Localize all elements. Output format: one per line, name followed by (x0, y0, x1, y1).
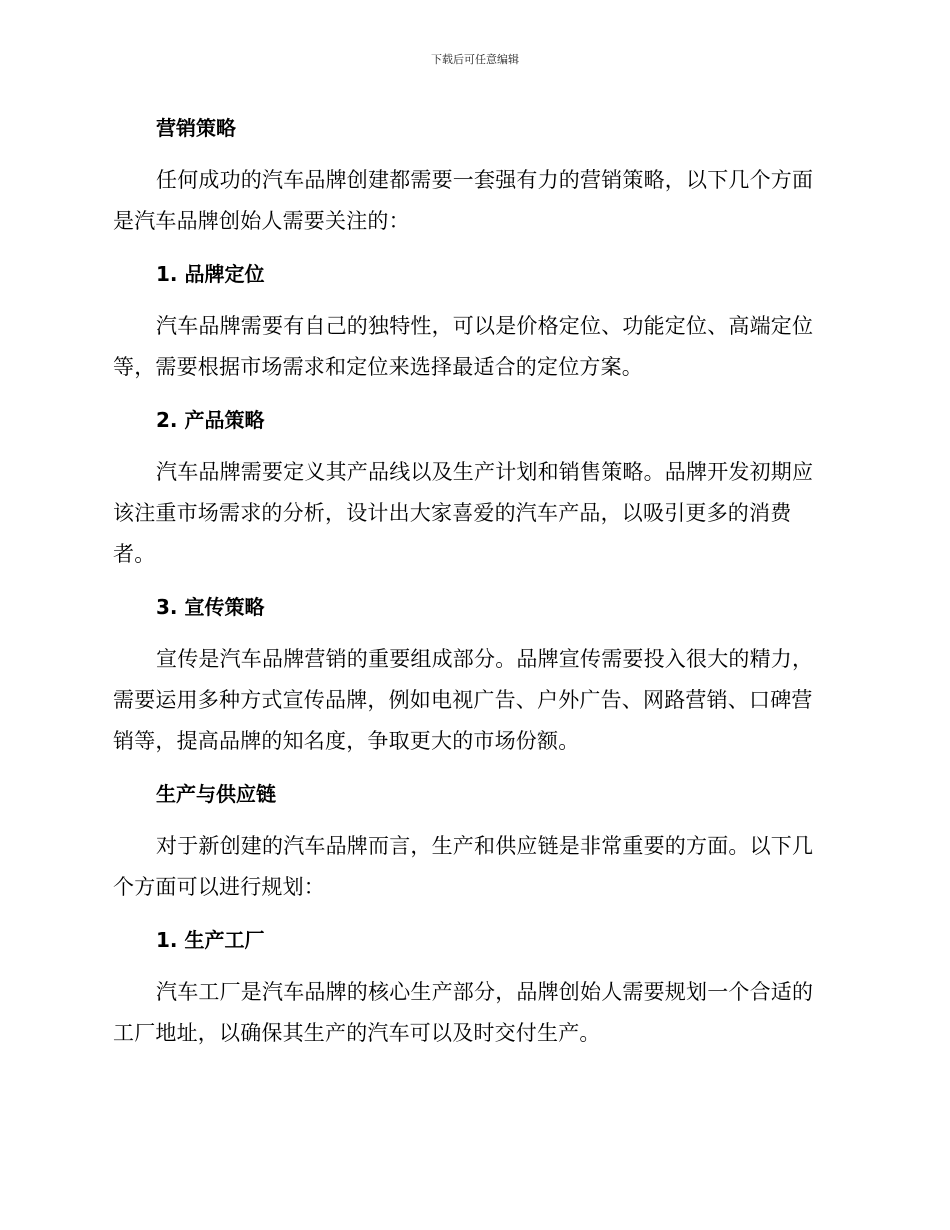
paragraph-promotion-strategy: 宣传是汽车品牌营销的重要组成部分。品牌宣传需要投入很大的精力，需要运用多种方式宣传品牌，例如电视广告、户外广告、网路营销、口碑营销等，提高品牌的知名度，争取更大的市场份额。 (113, 647, 814, 753)
section-heading-production-supply-chain: 生产与供应链 (156, 782, 276, 806)
subheading-production-factory: 1. 生产工厂 (156, 928, 265, 952)
paragraph-brand-positioning: 汽车品牌需要有自己的独特性，可以是价格定位、功能定位、高端定位等，需要根据市场需求和定位来选择最适合的定位方案。 (113, 314, 814, 379)
paragraph-production-intro: 对于新创建的汽车品牌而言，生产和供应链是非常重要的方面。以下几个方面可以进行规划： (113, 834, 814, 899)
paragraph-production-factory: 汽车工厂是汽车品牌的核心生产部分，品牌创始人需要规划一个合适的工厂地址，以确保其生产的汽车可以及时交付生产。 (113, 980, 814, 1045)
paragraph-marketing-intro: 任何成功的汽车品牌创建都需要一套强有力的营销策略，以下几个方面是汽车品牌创始人需要关注的： (113, 168, 814, 233)
section-heading-marketing-strategy: 营销策略 (156, 116, 236, 140)
page-header-note: 下载后可任意编辑 (431, 53, 519, 66)
paragraph-product-strategy: 汽车品牌需要定义其产品线以及生产计划和销售策略。品牌开发初期应该注重市场需求的分析，设计出大家喜爱的汽车产品，以吸引更多的消费者。 (113, 460, 814, 566)
subheading-product-strategy: 2. 产品策略 (156, 408, 265, 432)
document-body (113, 108, 833, 1054)
subheading-brand-positioning: 1. 品牌定位 (156, 262, 265, 286)
subheading-promotion-strategy: 3. 宣传策略 (156, 595, 265, 619)
